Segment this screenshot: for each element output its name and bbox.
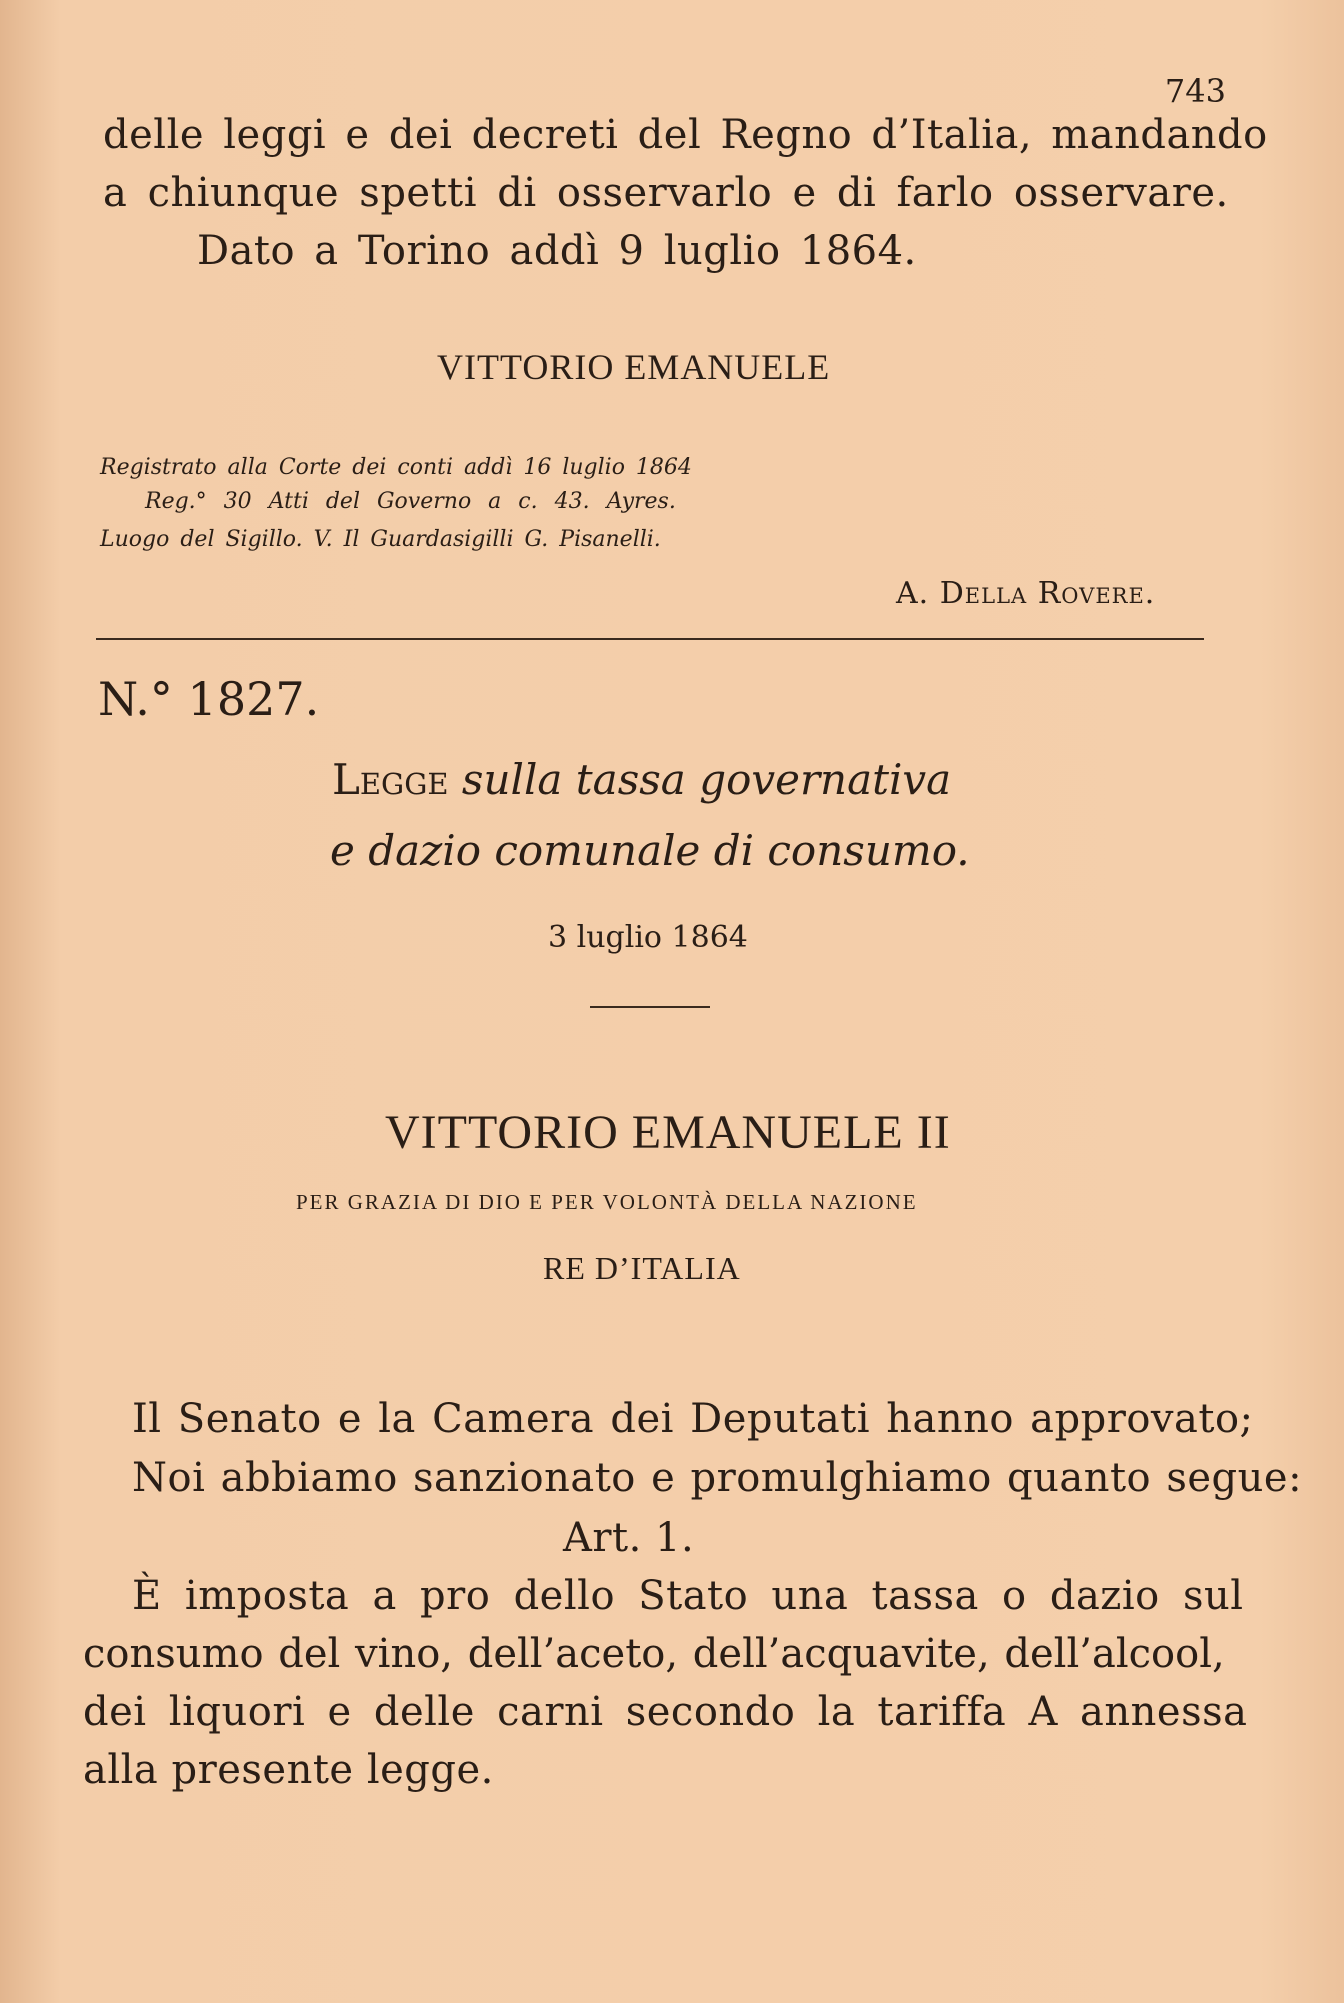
preamble-line-2: a chiunque spetti di osservarlo e di farlo osservare. xyxy=(103,170,1229,216)
short-divider xyxy=(590,1006,710,1008)
article-line-4: alla presente legge. xyxy=(83,1747,494,1793)
preamble-date-line: Dato a Torino addì 9 luglio 1864. xyxy=(197,228,917,274)
enactment-line-2: Noi abbiamo sanzionato e promulghiamo quanto segue: xyxy=(132,1455,1303,1501)
sovereign-name: VITTORIO EMANUELE II xyxy=(385,1106,951,1159)
article-line-1: È imposta a pro dello Stato una tassa o dazio sul xyxy=(132,1573,1244,1619)
registration-line-3: Luogo del Sigillo. V. Il Guardasigilli G. Pisanelli. xyxy=(100,527,661,552)
enactment-line-1: Il Senato e la Camera dei Deputati hanno approvato; xyxy=(132,1396,1254,1442)
law-title-rest: sulla tassa governativa xyxy=(461,755,952,804)
signatory-name: VITTORIO EMANUELE xyxy=(437,347,831,387)
article-line-3: dei liquori e delle carni secondo la tariffa A annessa xyxy=(83,1689,1248,1735)
section-divider xyxy=(96,638,1204,640)
article-heading: Art. 1. xyxy=(563,1515,695,1561)
law-title-line-1 xyxy=(332,755,951,804)
preamble-line-1: delle leggi e dei decreti del Regno d’Italia, mandando xyxy=(103,112,1268,158)
law-title-line-2: e dazio comunale di consumo. xyxy=(330,826,970,875)
law-number: N.° 1827. xyxy=(98,672,320,726)
law-title-lead: Legge xyxy=(332,755,449,804)
article-line-2: consumo del vino, dell’aceto, dell’acquavite, dell’alcool, xyxy=(83,1631,1225,1677)
registration-line-2: Reg.° 30 Atti del Governo a c. 43. Ayres. xyxy=(145,489,676,514)
countersignature: A. Della Rovere. xyxy=(896,576,1156,611)
sovereign-formula: PER GRAZIA DI DIO E PER VOLONTÀ DELLA NAZIONE xyxy=(296,1190,918,1214)
page-number: 743 xyxy=(1164,72,1226,110)
law-date: 3 luglio 1864 xyxy=(548,920,748,955)
sovereign-title: RE D’ITALIA xyxy=(543,1250,741,1286)
registration-line-1: Registrato alla Corte dei conti addì 16 luglio 1864 xyxy=(100,455,692,480)
